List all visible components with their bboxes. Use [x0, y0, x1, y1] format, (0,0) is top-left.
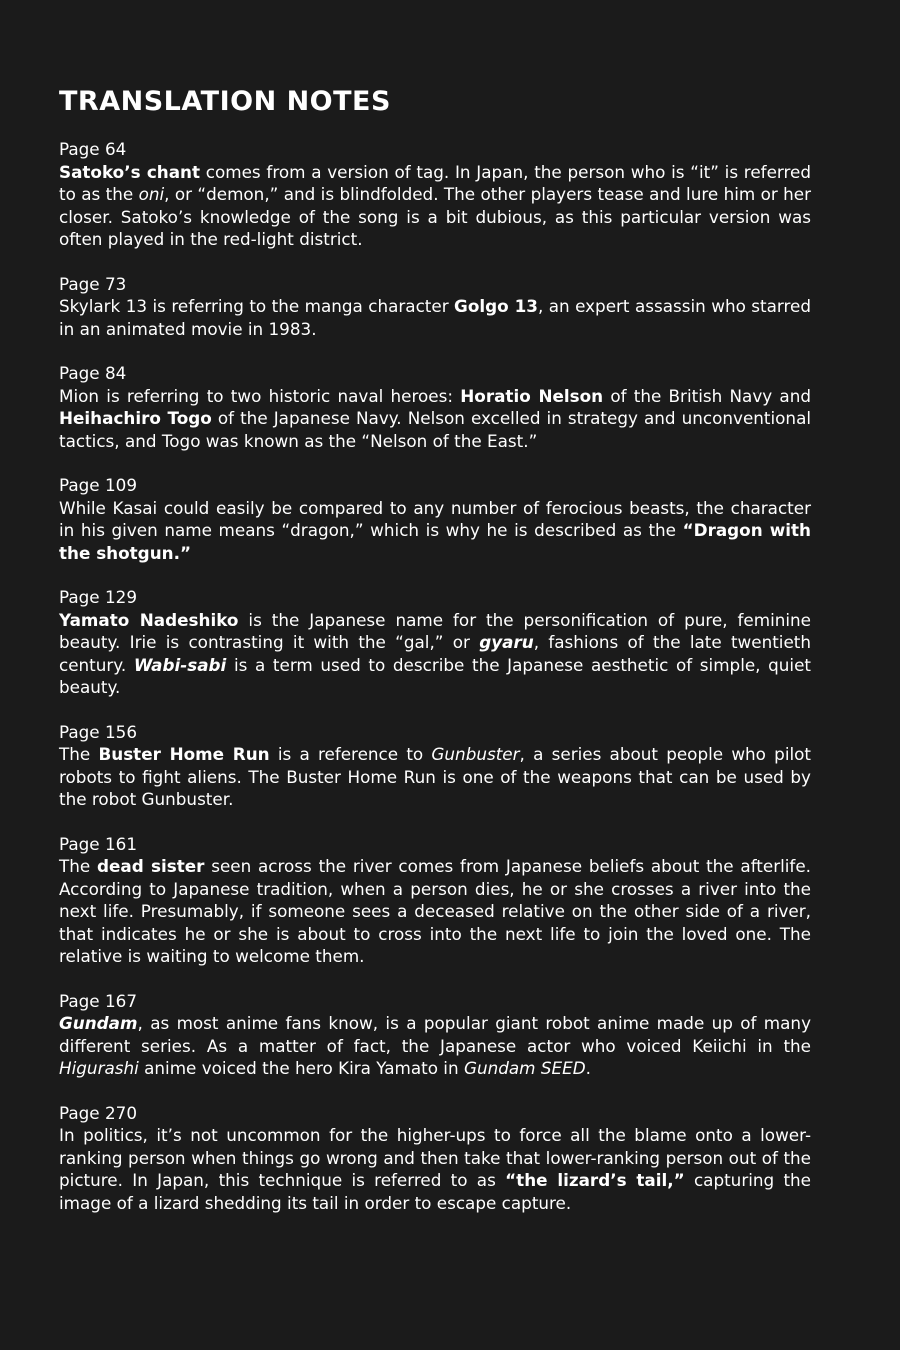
note-text	[59, 609, 811, 699]
note-entry	[59, 362, 811, 452]
italic-term: oni	[138, 184, 165, 204]
note-entry	[59, 990, 811, 1080]
note-page-number: Page 129	[59, 587, 137, 607]
note-page-number: Page 270	[59, 1102, 137, 1123]
note-page-number: Page 64	[59, 139, 127, 159]
note-text-run: capturing the image of a lizard shedding its tail in order to escape capture.	[59, 1170, 812, 1213]
bold-term: Buster Home Run	[98, 744, 270, 764]
translation-notes-page	[59, 86, 811, 1236]
note-text-run: While Kasai could easily be compared to any number of ferocious beasts, the character in his given name means “dragon,” which is why he is described as the	[59, 497, 811, 540]
bold-term: Heihachiro Togo	[59, 408, 212, 428]
italic-term: Higurashi	[59, 1058, 139, 1078]
note-page-number: Page 73	[59, 273, 127, 294]
note-page-number: Page 109	[59, 475, 137, 495]
note-text	[59, 1012, 811, 1080]
note-page-number: Page 156	[59, 721, 137, 742]
note-text-run: is the Japanese name for the personification of pure, feminine beauty. Irie is contrasting it with the “gal,” or	[59, 609, 812, 652]
note-text-run: comes from a version of tag. In Japan, the person who is “it” is referred to as the	[59, 161, 812, 204]
note-entry	[59, 273, 811, 341]
bold-term: dead sister	[97, 856, 205, 876]
note-text-run: Mion is referring to two historic naval heroes:	[59, 385, 461, 406]
note-text-run: .	[585, 1058, 591, 1078]
note-entry	[59, 474, 811, 564]
italic-term: Gundam SEED	[463, 1058, 586, 1078]
bold-italic-term: gyaru	[479, 632, 534, 652]
note-page-number: Page 84	[59, 363, 127, 383]
note-page-number: Page 167	[59, 990, 137, 1011]
note-text-run: seen across the river comes from Japanese beliefs about the afterlife. According to Japanese tradition, when a person dies, he or she crosses a river into the next life. Presumably, if someone sees a deceased relative on the other side of a river, that indicates he or she is about to cross into the next life to join the loved one. The relative is waiting to welcome them.	[59, 856, 811, 966]
note-text	[59, 161, 811, 251]
note-text-run: is a reference to	[269, 744, 432, 764]
note-text-run: , or “demon,” and is blindfolded. The other players tease and lure him or her closer. Satoko’s knowledge of the song is a bit dubious, as this particular version was often played in the red-light district.	[59, 184, 812, 249]
note-text-run: , fashions of the late twentieth century.	[59, 632, 812, 675]
bold-term: “Dragon with the shotgun.”	[59, 520, 811, 563]
bold-term: Horatio Nelson	[460, 385, 604, 406]
note-text-run: , an expert assassin who starred in an animated movie in 1983.	[59, 296, 812, 339]
note-text-run: of the Japanese Navy. Nelson excelled in strategy and unconventional tactics, and Togo was known as the “Nelson of the East.”	[59, 408, 812, 451]
note-text-run: is a term used to describe the Japanese aesthetic of simple, quiet beauty.	[59, 654, 811, 697]
note-entry	[59, 1102, 811, 1215]
note-text-run: The	[59, 744, 99, 764]
note-entry	[59, 138, 811, 251]
note-text-run: In politics, it’s not uncommon for the higher-ups to force all the blame onto a lower-ranking person when things go wrong and then take that lower-ranking person out of the picture. In Japan, this technique is referred to as	[59, 1125, 811, 1190]
note-text	[59, 497, 811, 565]
note-text	[59, 1124, 811, 1214]
italic-term: Gunbuster	[431, 744, 520, 764]
note-entry	[59, 833, 811, 968]
bold-term: “the lizard’s tail,”	[505, 1170, 685, 1190]
note-text	[59, 385, 811, 453]
note-text-run: The	[59, 856, 97, 876]
bold-term: Golgo 13	[454, 296, 538, 316]
note-text-run: Skylark 13 is referring to the manga character	[59, 296, 455, 316]
page-title: TRANSLATION NOTES	[59, 86, 391, 117]
note-text-run: , a series about people who pilot robots to fight aliens. The Buster Home Run is one of the weapons that can be used by the robot Gunbuster.	[59, 744, 811, 809]
bold-italic-term: Gundam	[59, 1013, 138, 1033]
bold-italic-term: Wabi-sabi	[133, 654, 227, 675]
note-text-run: anime voiced the hero Kira Yamato in	[138, 1058, 464, 1078]
notes-list	[59, 138, 811, 1214]
note-text	[59, 295, 811, 340]
note-text	[59, 743, 811, 811]
note-text-run: , as most anime fans know, is a popular giant robot anime made up of many different series. As a matter of fact, the Japanese actor who voiced Keiichi in the	[59, 1013, 811, 1056]
note-entry	[59, 721, 811, 811]
bold-term: Satoko’s chant	[59, 161, 201, 182]
note-text-run: of the British Navy and	[603, 385, 811, 406]
note-entry	[59, 586, 811, 699]
note-text	[59, 855, 811, 968]
bold-term: Yamato Nadeshiko	[59, 609, 239, 630]
note-page-number: Page 161	[59, 833, 137, 854]
